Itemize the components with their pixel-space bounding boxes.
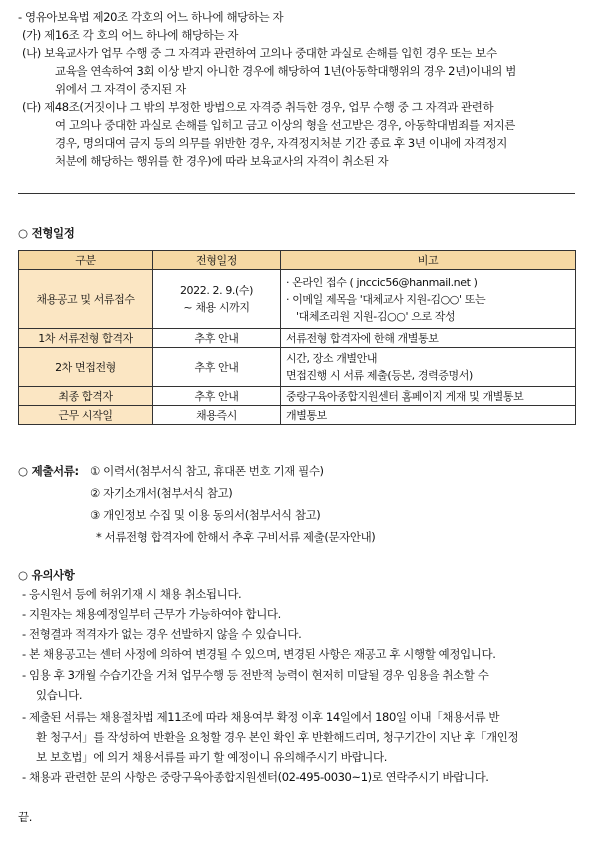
notice-item: - 채용과 관련한 문의 사항은 중랑구육아종합지원센터(02-495-0030~1)로 연락주시기 바랍니다.: [22, 770, 489, 784]
row-note: [281, 270, 576, 329]
table-row: [19, 329, 576, 348]
document-item: ③ 개인정보 수집 및 이용 동의서(첨부서식 참고): [90, 508, 321, 522]
table-row: [19, 406, 576, 425]
note-line: · 온라인 접수 ( jnccic56@hanmail.net ): [286, 275, 478, 289]
schedule-table: [18, 250, 576, 425]
row-note: [281, 348, 576, 387]
notice-item: - 본 채용공고는 센터 사정에 의하여 변경될 수 있으며, 변경된 사항은 재공고 후 시행할 예정입니다.: [22, 647, 496, 661]
document-end-mark: 끝.: [18, 810, 32, 824]
documents-note: * 서류전형 합격자에 한해서 추후 구비서류 제출(문자안내): [96, 530, 376, 544]
table-row: [19, 270, 576, 329]
notice-item-cont: 보 보호법」에 의거 채용서류를 파기 할 예정이니 유의해주시기 바랍니다.: [36, 750, 387, 764]
notice-item-cont: 환 청구서」를 작성하여 반환을 요청할 경우 본인 확인 후 반환해드리며, 청구기간이 지난 후「개인정: [36, 730, 519, 744]
column-header: 구분: [19, 251, 153, 270]
note-line: 면접진행 시 서류 제출(등본, 경력증명서): [286, 369, 473, 382]
schedule-date-suffix: ~ 채용 시까지: [183, 301, 250, 314]
row-schedule: 채용즉시: [153, 406, 281, 425]
notice-item: - 지원자는 채용예정일부터 근무가 가능하여야 합니다.: [22, 607, 281, 621]
eligibility-item-na: (나) 보육교사가 업무 수행 중 그 자격과 관련하여 고의나 중대한 과실로 손해를 입힌 경우 또는 보수: [22, 46, 497, 60]
eligibility-line: - 영유아보육법 제20조 각호의 어느 하나에 해당하는 자: [18, 10, 284, 24]
table-row: [19, 387, 576, 406]
notes-heading: [18, 566, 74, 584]
schedule-heading: [18, 224, 74, 242]
column-header: 전형일정: [153, 251, 281, 270]
row-category: 2차 면접전형: [19, 348, 153, 387]
notes-title: 유의사항: [31, 568, 75, 582]
column-header: 비고: [281, 251, 576, 270]
row-category: 채용공고 및 서류접수: [19, 270, 153, 329]
row-note: 개별통보: [281, 406, 576, 425]
row-schedule: 추후 안내: [153, 387, 281, 406]
note-line: · 이메일 제목을 '대체교사 지원-김○○' 또는: [286, 292, 486, 306]
notice-item: - 제출된 서류는 채용절차법 제11조에 따라 채용여부 확정 이후 14일에서 180일 이내「채용서류 반: [22, 710, 500, 724]
note-line: '대체조리원 지원-김○○' 으로 작성: [296, 309, 456, 323]
eligibility-item-ga: (가) 제16조 각 호의 어느 하나에 해당하는 자: [22, 28, 239, 42]
notice-item-cont: 있습니다.: [36, 688, 83, 702]
document-item: ① 이력서(첨부서식 참고, 휴대폰 번호 기재 필수): [90, 464, 324, 478]
document-item: ② 자기소개서(첨부서식 참고): [90, 486, 233, 500]
notice-item: - 임용 후 3개월 수습기간을 거쳐 업무수행 등 전반적 능력이 현저히 미달될 경우 임용을 취소할 수: [22, 668, 489, 682]
note-line: 시간, 장소 개별안내: [286, 352, 378, 365]
notice-item: - 응시원서 등에 허위기재 시 채용 취소됩니다.: [22, 587, 242, 601]
eligibility-item-da-cont: 경우, 명의대여 금지 등의 의무를 위반한 경우, 자격정지처분 기간 종료 후 3년 이내에 자격정지: [55, 136, 507, 150]
notice-item: - 전형결과 적격자가 없는 경우 선발하지 않을 수 있습니다.: [22, 627, 302, 641]
eligibility-item-da-cont: 처분에 해당하는 행위를 한 경우)에 따라 보육교사의 자격이 취소된 자: [55, 154, 389, 168]
documents-title: 제출서류:: [31, 464, 79, 478]
circle-bullet-icon: ○: [18, 226, 28, 240]
row-category: 근무 시작일: [19, 406, 153, 425]
table-header-row: [19, 251, 576, 270]
eligibility-item-da: (다) 제48조(거짓이나 그 밖의 부정한 방법으로 자격증 취득한 경우, 업무 수행 중 그 자격과 관련하: [22, 100, 494, 114]
row-category: 1차 서류전형 합격자: [19, 329, 153, 348]
eligibility-item-na-cont: 위에서 그 자격이 중지된 자: [55, 82, 186, 96]
row-category: 최종 합격자: [19, 387, 153, 406]
table-row: [19, 348, 576, 387]
row-note: 중랑구육아종합지원센터 홈페이지 게재 및 개별통보: [281, 387, 576, 406]
eligibility-item-na-cont: 교육을 연속하여 3회 이상 받지 아니한 경우에 해당하여 1년(아동학대행위의 경우 2년)이내의 범: [55, 64, 516, 78]
row-note: 서류전형 합격자에 한해 개별통보: [281, 329, 576, 348]
schedule-date: 2022. 2. 9.(수): [179, 284, 254, 297]
section-divider: [18, 193, 575, 194]
row-schedule: [153, 270, 281, 329]
schedule-heading-text: 전형일정: [31, 226, 75, 240]
circle-bullet-icon: ○: [18, 568, 28, 582]
eligibility-item-da-cont: 여 고의나 중대한 과실로 손해를 입히고 금고 이상의 형을 선고받은 경우, 아동학대범죄를 저지른: [55, 118, 515, 132]
row-schedule: 추후 안내: [153, 329, 281, 348]
circle-bullet-icon: ○: [18, 464, 28, 478]
documents-heading: [18, 462, 79, 480]
row-schedule: 추후 안내: [153, 348, 281, 387]
